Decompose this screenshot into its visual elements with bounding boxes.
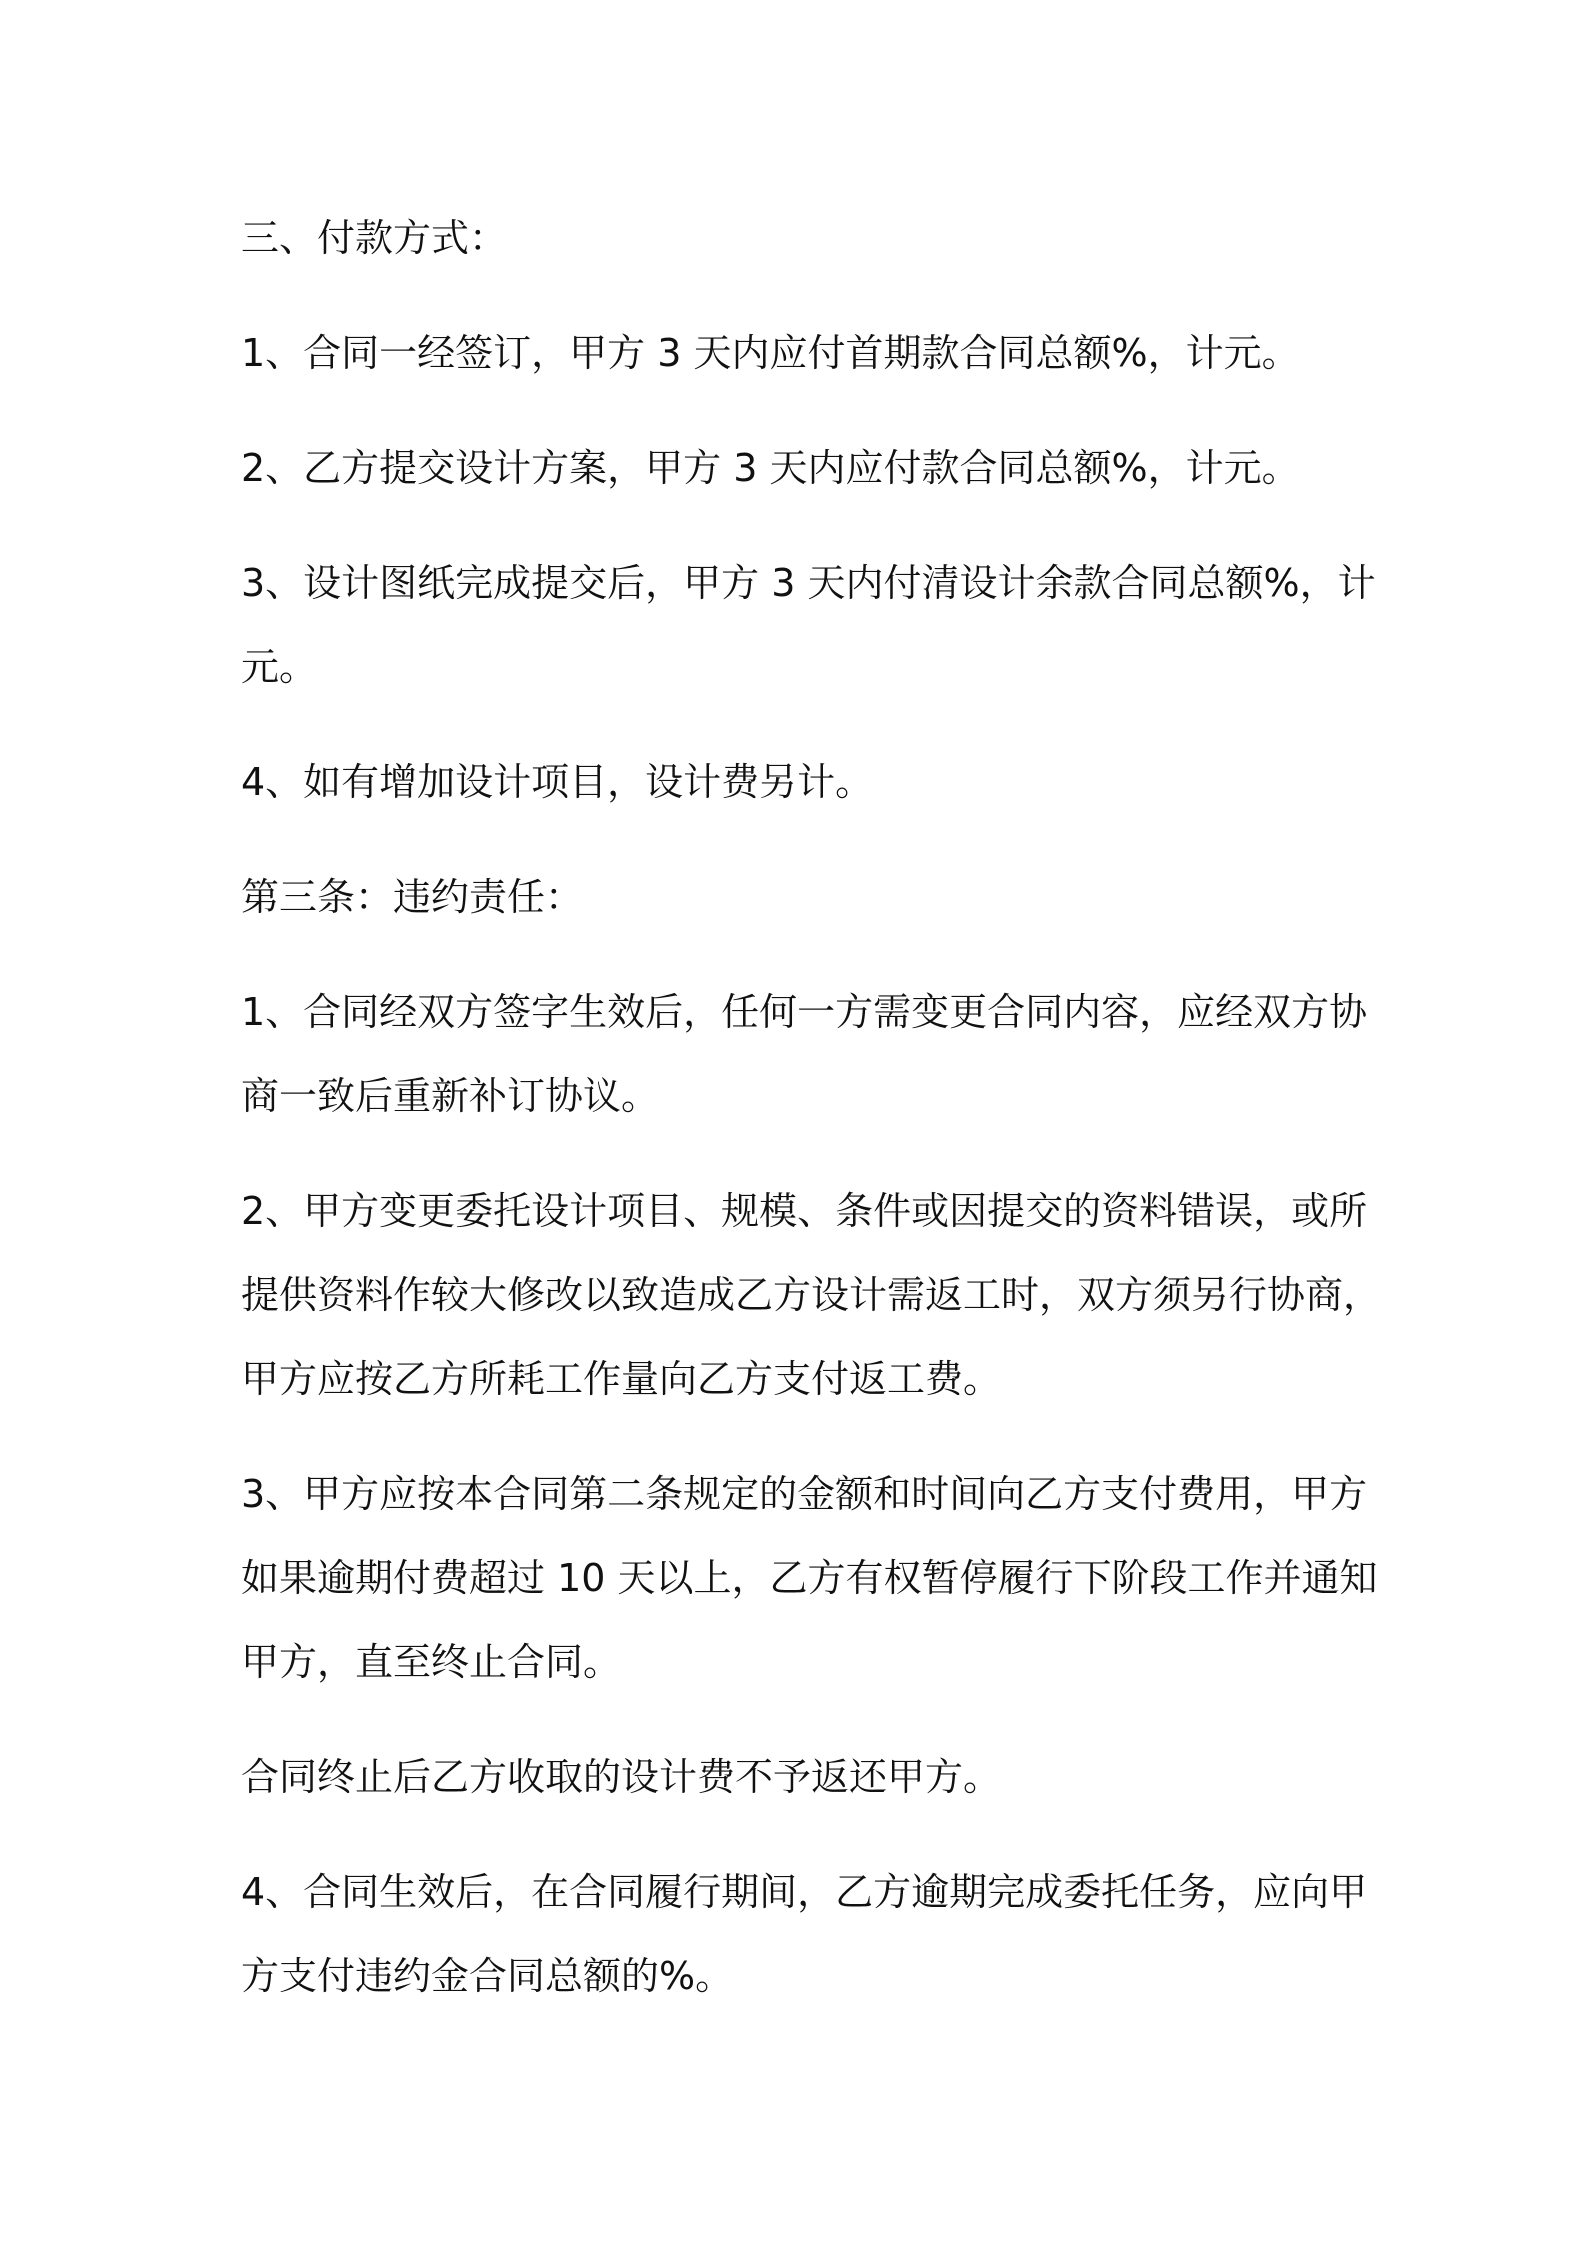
text-line: 第三条：违约责任： — [241, 875, 584, 919]
payment-item-1 — [241, 311, 1361, 395]
text-line: 提供资料作较大修改以致造成乙方设计需返工时，双方须另行协商， — [241, 1273, 1382, 1317]
text-line: 合同终止后乙方收取的设计费不予返还甲方。 — [241, 1755, 1002, 1799]
text-line: 2、乙方提交设计方案，甲方 3 天内应付款合同总额%，计元。 — [241, 446, 1300, 490]
text-line: 如果逾期付费超过 10 天以上，乙方有权暂停履行下阶段工作并通知 — [241, 1556, 1378, 1600]
text-line: 元。 — [241, 645, 318, 689]
text-line: 方支付违约金合同总额的%。 — [241, 1954, 734, 1998]
text-line: 甲方应按乙方所耗工作量向乙方支付返工费。 — [241, 1357, 1002, 1401]
text-line: 1、合同经双方签字生效后，任何一方需变更合同内容，应经双方协 — [241, 990, 1368, 1034]
text-line: 4、合同生效后，在合同履行期间，乙方逾期完成委托任务，应向甲 — [241, 1870, 1368, 1914]
payment-item-3 — [241, 541, 1376, 709]
liability-note — [241, 1735, 1361, 1819]
liability-item-4 — [241, 1850, 1368, 2018]
heading-liability — [241, 855, 1361, 939]
document-body — [241, 196, 1382, 2049]
liability-item-3 — [241, 1452, 1378, 1704]
text-line: 2、甲方变更委托设计项目、规模、条件或因提交的资料错误，或所 — [241, 1189, 1368, 1233]
payment-item-4 — [241, 740, 1361, 824]
text-line: 3、设计图纸完成提交后，甲方 3 天内付清设计余款合同总额%，计 — [241, 561, 1376, 605]
liability-item-1 — [241, 970, 1368, 1138]
text-line: 商一致后重新补订协议。 — [241, 1074, 660, 1118]
heading-payment — [241, 196, 1361, 280]
text-line: 三、付款方式： — [241, 216, 508, 260]
text-line: 3、甲方应按本合同第二条规定的金额和时间向乙方支付费用，甲方 — [241, 1472, 1368, 1516]
text-line: 4、如有增加设计项目，设计费另计。 — [241, 760, 874, 804]
liability-item-2 — [241, 1169, 1382, 1421]
text-line: 1、合同一经签订，甲方 3 天内应付首期款合同总额%，计元。 — [241, 331, 1300, 375]
payment-item-2 — [241, 426, 1361, 510]
text-line: 甲方，直至终止合同。 — [241, 1640, 622, 1684]
